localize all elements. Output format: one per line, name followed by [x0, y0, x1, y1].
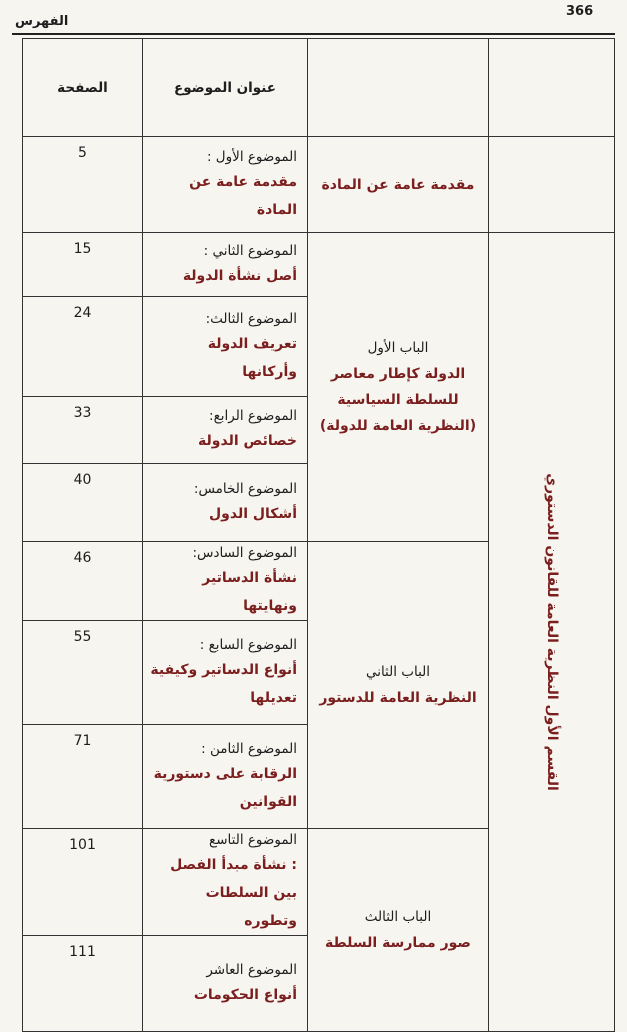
topic-cell: [143, 936, 308, 1032]
page-ref: 5: [23, 137, 143, 233]
header-part: [489, 39, 615, 137]
topic-label: الموضوع التاسع: [209, 832, 297, 848]
chapter-title-line: صور ممارسة السلطة: [325, 935, 471, 951]
header-topic: عنوان الموضوع: [143, 39, 308, 137]
page-ref: 101: [23, 829, 143, 936]
page-number: 366: [566, 4, 594, 19]
part-title: القسم الأول النظرية العامة للقانون الدستوري: [543, 473, 560, 791]
topic-title: أنواع الحكومات: [193, 986, 297, 1003]
page-ref: 71: [23, 725, 143, 829]
topic-cell: [143, 464, 308, 542]
chapter-label: الباب الأول: [367, 340, 429, 356]
page-ref: 111: [23, 936, 143, 1032]
topic-cell: [143, 397, 308, 464]
chapter-label: الباب الثاني: [365, 664, 431, 680]
chapter-title-line: للسلطة السياسية: [337, 392, 459, 408]
page-ref: 15: [23, 233, 143, 297]
topic-title: أنواع الدساتير وكيفية تعديلها: [150, 661, 297, 706]
intro-chapter-cell: مقدمة عامة عن المادة: [308, 137, 489, 233]
topic-title: أشكال الدول: [209, 505, 297, 522]
topic-cell: [143, 137, 308, 233]
topic-label: الموضوع الثالث:: [205, 310, 297, 327]
topic-cell: [143, 297, 308, 397]
topic-label: الموضوع العاشر: [206, 961, 297, 978]
chapter-title-line: (النظرية العامة للدولة): [319, 418, 477, 434]
topic-cell: [143, 542, 308, 621]
page-ref: 40: [23, 464, 143, 542]
page-ref: 24: [23, 297, 143, 397]
topic-title: مقدمة عامة عن المادة: [189, 173, 297, 218]
topic-label: الموضوع الخامس:: [193, 480, 297, 497]
topic-label: الموضوع الرابع:: [209, 408, 297, 424]
topic-label: الموضوع الثامن :: [201, 740, 297, 757]
table-header-row: [23, 39, 615, 137]
chapter-one-cell: [308, 233, 489, 542]
table-row: [23, 137, 615, 233]
header-page: الصفحة: [23, 39, 143, 137]
topic-label: الموضوع الأول :: [206, 148, 297, 165]
table-of-contents: [22, 38, 615, 1032]
page-ref: 55: [23, 621, 143, 725]
topic-cell: [143, 233, 308, 297]
part-one-cell: [489, 233, 615, 1032]
topic-cell: [143, 829, 308, 936]
topic-label: الموضوع الثاني :: [203, 242, 297, 259]
topic-title: تعريف الدولة وأركانها: [207, 335, 297, 380]
page-ref: 33: [23, 397, 143, 464]
topic-title: أصل نشأة الدولة: [182, 267, 297, 284]
topic-label: الموضوع السابع :: [199, 636, 297, 653]
page-ref: 46: [23, 542, 143, 621]
chapter-two-cell: [308, 542, 489, 829]
header-rule: [12, 33, 615, 35]
chapter-title-line: الدولة كإطار معاصر: [330, 366, 466, 382]
topic-cell: [143, 621, 308, 725]
topic-title: خصائص الدولة: [198, 433, 297, 449]
part-blank-cell: [489, 137, 615, 233]
table-row: [23, 233, 615, 297]
topic-title: : نشأة مبدأ الفصل بين السلطات وتطوره: [170, 857, 297, 929]
header-chapter: [308, 39, 489, 137]
chapter-title-line: النظرية العامة للدستور: [319, 690, 477, 706]
topic-cell: [143, 725, 308, 829]
chapter-label: الباب الثالث: [364, 909, 432, 925]
topic-title: الرقابة على دستورية القوانين: [153, 765, 297, 810]
topic-label: الموضوع السادس:: [192, 545, 297, 561]
chapter-three-cell: [308, 829, 489, 1032]
running-header: الفهرس: [15, 14, 69, 29]
topic-title: نشأة الدساتير ونهايتها: [202, 570, 297, 614]
